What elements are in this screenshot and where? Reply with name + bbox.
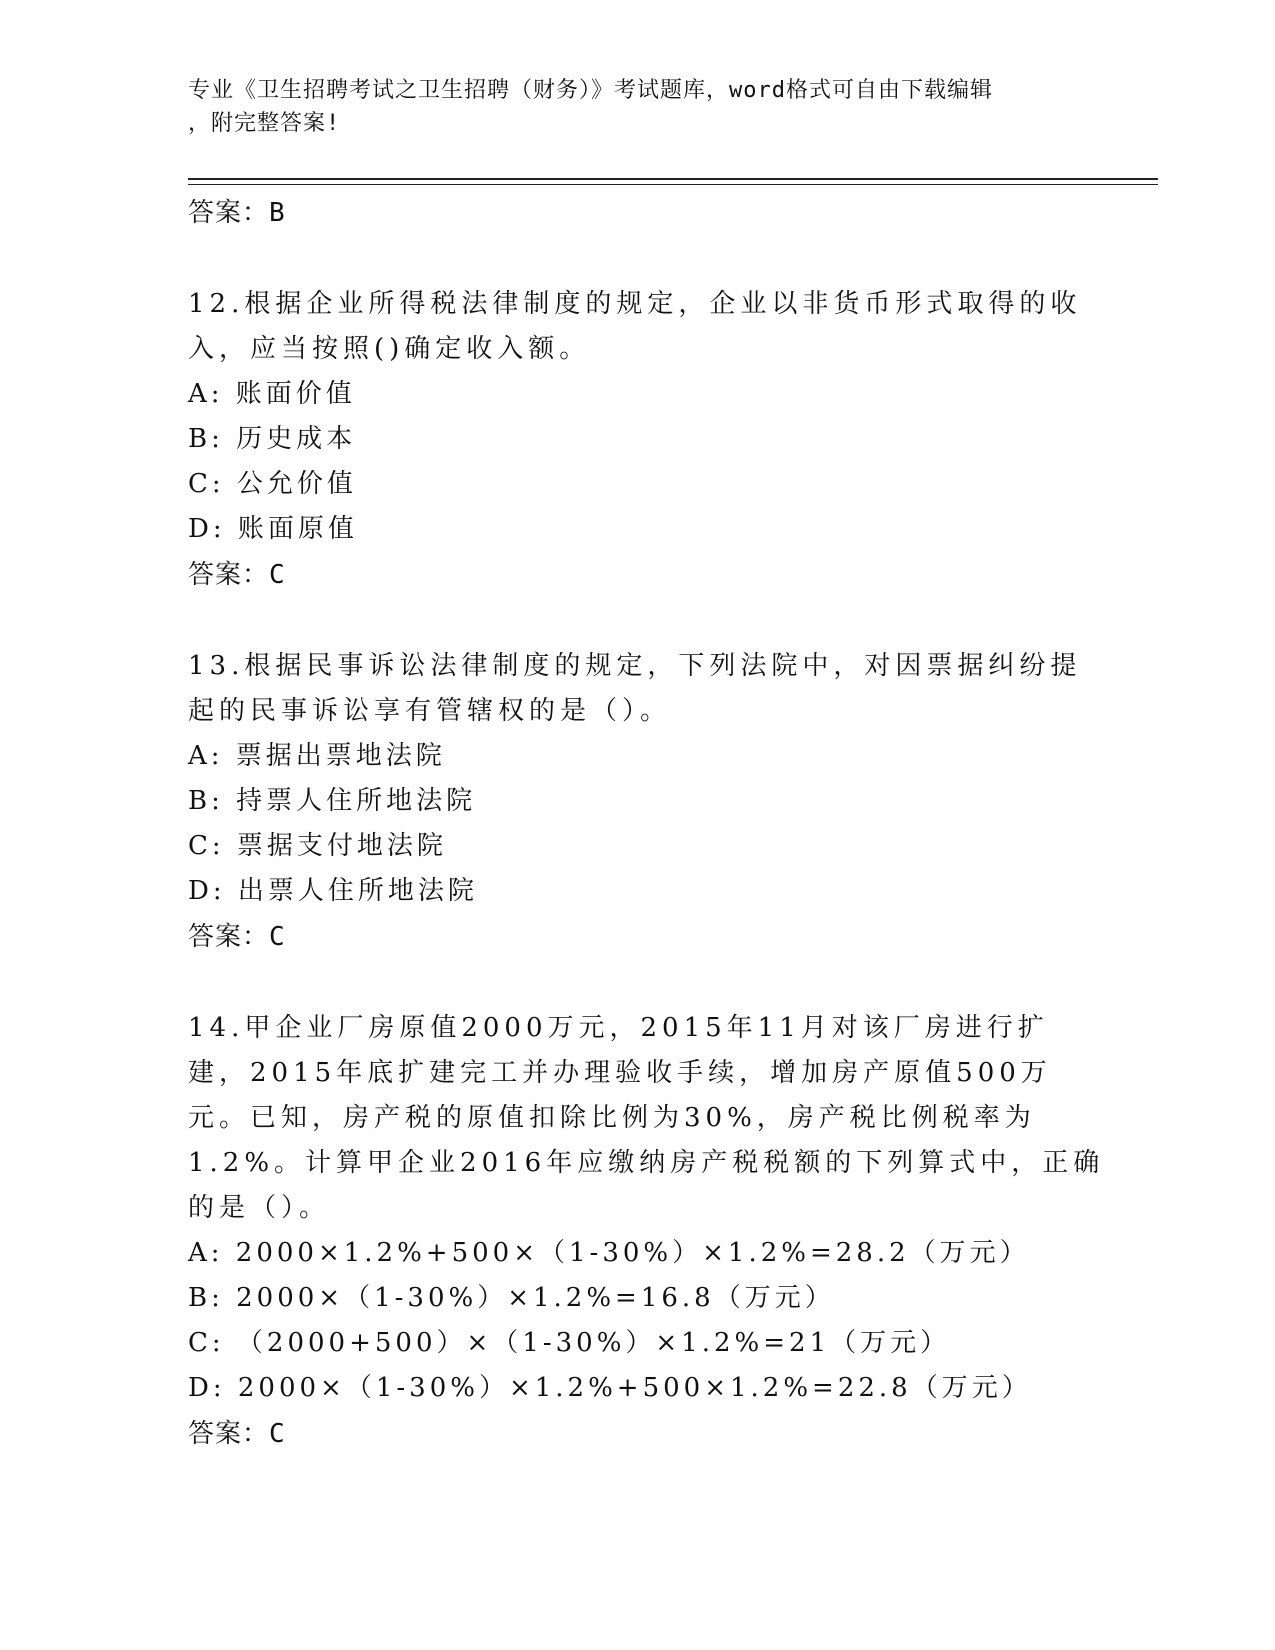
option-c: C: （2000+500）×（1-30%）×1.2%=21（万元） xyxy=(188,1328,951,1358)
header-rule-thick xyxy=(188,178,1158,180)
header-line-2: ，附完整答案! xyxy=(188,111,341,136)
option-d: D: 出票人住所地法院 xyxy=(188,876,478,906)
option-c: C: 公允价值 xyxy=(188,469,357,499)
option-c: C: 票据支付地法院 xyxy=(188,831,447,861)
answer: 答案：C xyxy=(188,560,286,590)
header-rule-thin xyxy=(188,184,1158,185)
option-b: B: 历史成本 xyxy=(188,424,357,454)
option-a: A: 账面价值 xyxy=(188,379,356,409)
option-b: B: 2000×（1-30%）×1.2%=16.8（万元） xyxy=(188,1283,835,1313)
option-b: B: 持票人住所地法院 xyxy=(188,786,477,816)
question-text: 12.根据企业所得税法律制度的规定，企业以非货币形式取得的收入，应当按照()确定收入额。 xyxy=(188,289,1082,364)
header-line-1: 专业《卫生招聘考试之卫生招聘（财务）》考试题库，word格式可自由下载编辑 xyxy=(188,78,993,103)
question-13 xyxy=(188,644,1108,960)
previous-answer: 答案：B xyxy=(188,198,286,228)
question-12 xyxy=(188,282,1108,598)
option-a: A: 票据出票地法院 xyxy=(188,741,446,771)
option-a: A: 2000×1.2%+500×（1-30%）×1.2%=28.2（万元） xyxy=(188,1238,1030,1268)
page-header xyxy=(188,74,1068,140)
question-text: 14.甲企业厂房原值2000万元，2015年11月对该厂房进行扩建，2015年底扩建完工并办理验收手续，增加房产原值500万元。已知，房产税的原值扣除比例为30%，房产税比例税率为1.2%。计算甲企业2016年应缴纳房产税税额的下列算式中，正确的是（）。 xyxy=(188,1013,1105,1223)
option-d: D: 2000×（1-30%）×1.2%+500×1.2%=22.8（万元） xyxy=(188,1373,1032,1403)
question-14 xyxy=(188,1006,1108,1457)
option-d: D: 账面原值 xyxy=(188,514,358,544)
question-list xyxy=(188,190,1108,1457)
question-text: 13.根据民事诉讼法律制度的规定，下列法院中，对因票据纠纷提起的民事诉讼享有管辖权的是（）。 xyxy=(188,651,1082,726)
answer: 答案：C xyxy=(188,922,286,952)
answer: 答案：C xyxy=(188,1419,286,1449)
